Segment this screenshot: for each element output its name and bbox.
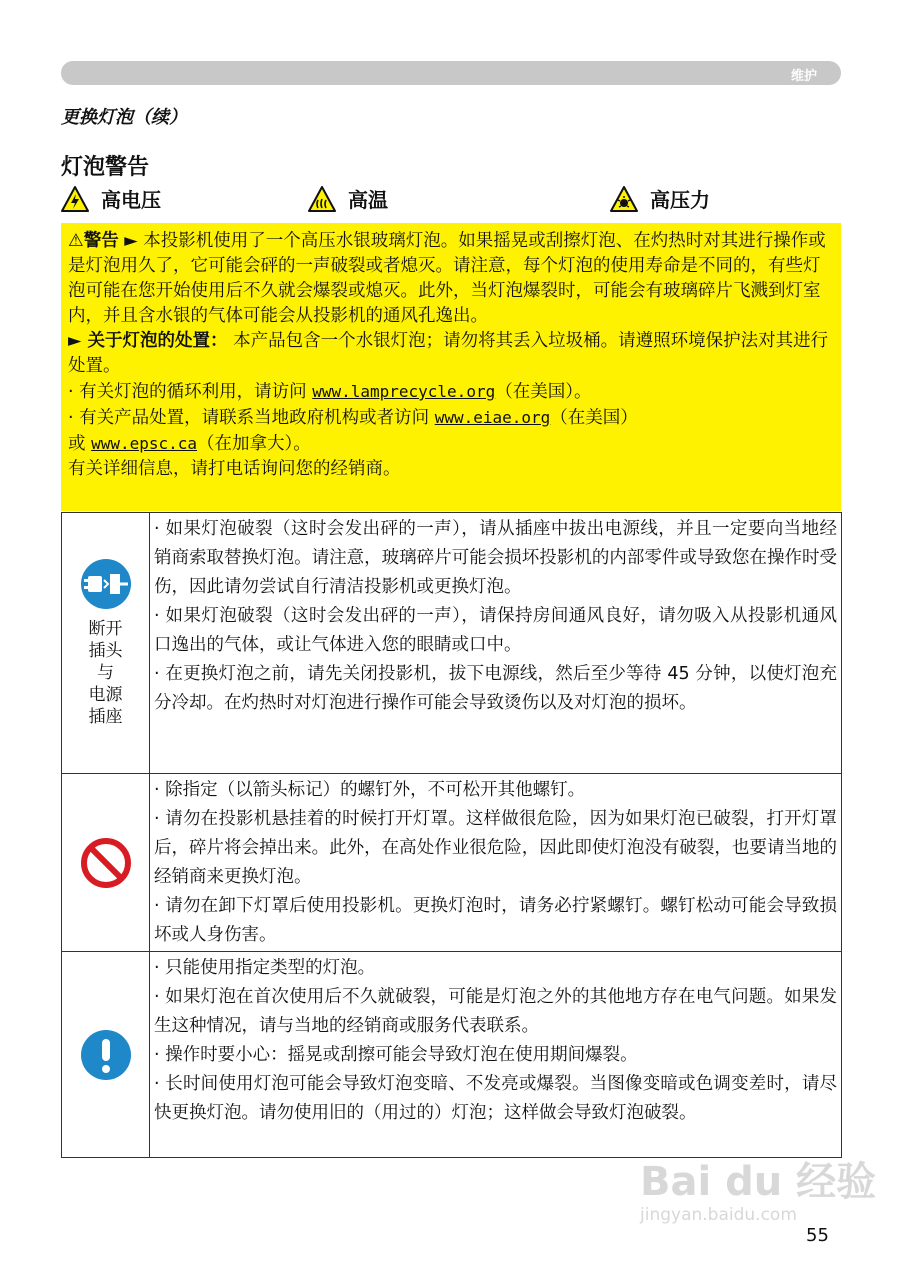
warning-table bbox=[61, 512, 842, 1158]
warning-label: ⚠警告 bbox=[68, 231, 119, 251]
disposal-text: 本产品包含一个水银灯泡；请勿将其丢入垃圾桶。请遵照环境保护法对其进行处置。 bbox=[68, 331, 829, 376]
unplug-label-1: 断开 bbox=[88, 619, 123, 639]
header-section: 维护 bbox=[790, 69, 817, 84]
watermark-brand: Bai du 经验 bbox=[640, 1159, 877, 1205]
warning-text: ► 本投影机使用了一个高压水银玻璃灯泡。如果摇晃或刮擦灯泡、在灼热时对其进行操作或是灯泡用久了，它可能会砰的一声破裂或者熄灭。请注意，每个灯泡的使用寿命是不同的，有些灯泡可能在您开始使用后不久就会爆裂或熄灭。此外，当灯泡爆裂时，可能会有玻璃碎片飞溅到灯室内，并且含水银的气体可能会从投影机的通风孔逸出。 bbox=[68, 231, 826, 326]
row1-para: · 如果灯泡破裂（这时会发出砰的一声），请保持房间通风良好，请勿吸入从投影机通风口逸出的气体，或让气体进入您的眼睛或口中。 bbox=[154, 606, 837, 655]
exclamation-icon bbox=[80, 1029, 132, 1081]
table-row bbox=[62, 952, 841, 1157]
row3-para: · 长时间使用灯泡可能会导致灯泡变暗、不发亮或爆裂。当图像变暗或色调变差时，请尽快更换灯泡。请勿使用旧的（用过的）灯泡；这样做会导致灯泡破裂。 bbox=[154, 1074, 837, 1123]
row2-para: · 请勿在卸下灯罩后使用投影机。更换灯泡时，请务必拧紧螺钉。螺钉松动可能会导致损坏或人身伤害。 bbox=[154, 896, 837, 945]
page-subtitle: 更换灯泡（续） bbox=[61, 107, 187, 128]
unplug-label-4: 电源 bbox=[88, 685, 123, 705]
header-bar bbox=[61, 61, 841, 85]
hazard-high-voltage: 高电压 bbox=[61, 184, 161, 213]
hazard-high-temperature: 高温 bbox=[308, 184, 388, 213]
prohibited-icon bbox=[79, 836, 133, 890]
eiae-link[interactable]: www.eiae.org bbox=[434, 408, 551, 427]
unplug-label-3: 与 bbox=[97, 663, 114, 683]
row3-para: · 如果灯泡在首次使用后不久就破裂，可能是灯泡之外的其他地方存在电气问题。如果发生这种情况，请与当地的经销商或服务代表联系。 bbox=[154, 987, 837, 1036]
unplug-label-5: 插座 bbox=[88, 707, 123, 727]
warning-box: ⚠警告 ► 本投影机使用了一个高压水银玻璃灯泡。如果摇晃或刮擦灯泡、在灼热时对其进行操作或是灯泡用久了，它可能会砰的一声破裂或者熄灭。请注意，每个灯泡的使用寿命是不同的，有些灯泡可能在您开始使用后不久就会爆裂或熄灭。此外，当灯泡爆裂时，可能会有玻璃碎片飞溅到灯室内，并且含水银的气体可能会从投影机的通风孔逸出。 ► 关于灯泡的处置： 本产品包含一个水银灯泡；请勿将其丢入垃圾桶。请遵照环境保护法对其进行处置。 · 有关灯泡的循环利用，请访问 www.lamprecycle.org（在美国）。 · 有关产品处置，请联系当地政府机构或者访问 www.eiae.org（在美国） 或 www.epsc.ca（在加拿大）。 有关详细信息，请打电话询问您的经销商。 bbox=[61, 223, 841, 511]
high-temperature-icon bbox=[308, 186, 336, 212]
disposal-label: ► 关于灯泡的处置： bbox=[68, 331, 228, 351]
high-pressure-icon bbox=[610, 186, 638, 212]
row2-para: · 除指定（以箭头标记）的螺钉外，不可松开其他螺钉。 bbox=[154, 780, 586, 800]
hazard-high-pressure: 高压力 bbox=[610, 184, 710, 213]
row3-para: · 操作时要小心：摇晃或刮擦可能会导致灯泡在使用期间爆裂。 bbox=[154, 1045, 638, 1065]
high-voltage-icon bbox=[61, 186, 89, 212]
epsc-link[interactable]: www.epsc.ca bbox=[91, 434, 198, 453]
row3-para: · 只能使用指定类型的灯泡。 bbox=[154, 958, 376, 978]
page-number: 55 bbox=[806, 1225, 829, 1246]
unplug-label-2: 插头 bbox=[88, 641, 123, 661]
table-row bbox=[62, 774, 841, 952]
row2-para: · 请勿在投影机悬挂着的时候打开灯罩。这样做很危险，因为如果灯泡已破裂，打开灯罩后，碎片将会掉出来。此外，在高处作业很危险，因此即使灯泡没有破裂，也要请当地的经销商来更换灯泡。 bbox=[154, 809, 837, 887]
section-title: 灯泡警告 bbox=[61, 155, 150, 180]
dealer-info: 有关详细信息，请打电话询问您的经销商。 bbox=[68, 459, 401, 479]
watermark-url: jingyan.baidu.com bbox=[640, 1205, 797, 1225]
row1-para: · 如果灯泡破裂（这时会发出砰的一声），请从插座中拔出电源线，并且一定要向当地经销商索取替换灯泡。请注意，玻璃碎片可能会损坏投影机的内部零件或导致您在操作时受伤，因此请勿尝试自行清洁投影机或更换灯泡。 bbox=[154, 519, 837, 597]
row1-para: · 在更换灯泡之前，请先关闭投影机，拔下电源线，然后至少等待 45 分钟，以使灯泡充分冷却。在灼热时对灯泡进行操作可能会导致烫伤以及对灯泡的损坏。 bbox=[154, 664, 837, 713]
unplug-icon bbox=[80, 558, 132, 610]
table-row bbox=[62, 513, 841, 774]
lamprecycle-link[interactable]: www.lamprecycle.org bbox=[312, 382, 496, 401]
